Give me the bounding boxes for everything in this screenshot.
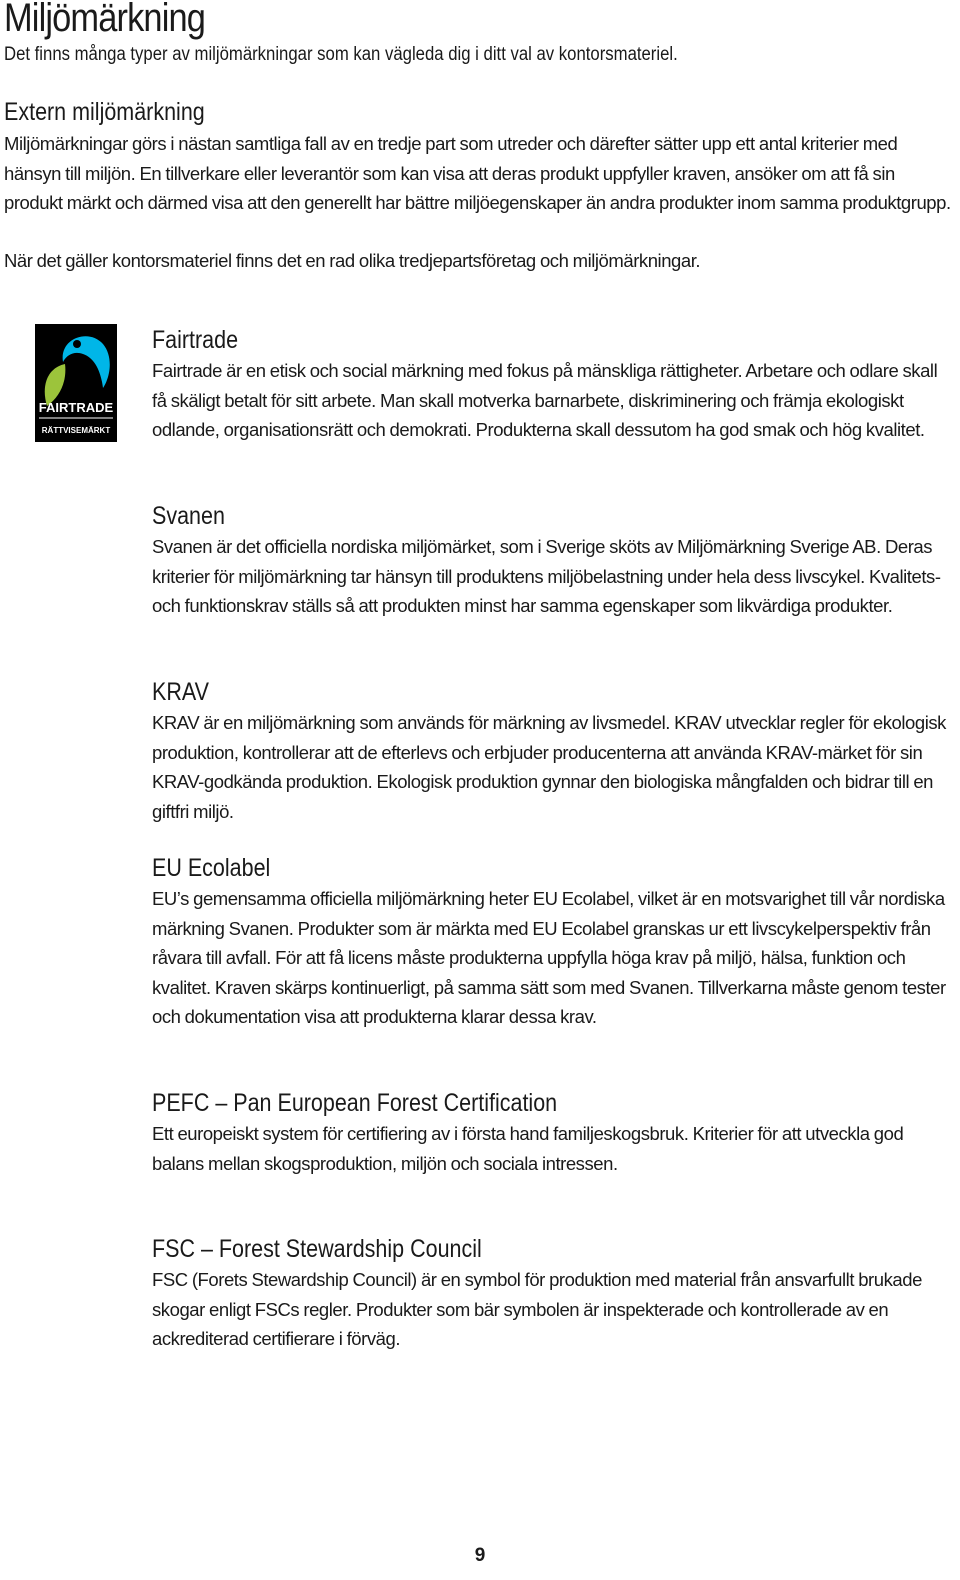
label-heading: KRAV [152,678,209,706]
label-pefc [152,1089,954,1178]
fairtrade-logo-icon [35,324,117,442]
label-heading: FSC – Forest Stewardship Council [152,1235,482,1263]
label-heading: PEFC – Pan European Forest Certification [152,1089,558,1117]
page-title: Miljömärkning [4,0,206,40]
intro-text: Det finns många typer av miljömärkningar som kan vägleda dig i ditt val av kontorsmateriel. [4,44,678,65]
label-body: Svanen är det officiella nordiska miljömärket, som i Sverige sköts av Miljömärkning Sverige AB. Deras kriterier för miljömärkning tar hänsyn till produktens miljöbelastning under hela dess livscykel. Kvalitets- och funktionskrav ställs så att produkten minst har samma egenskaper som likvärdiga produkter. [152,536,941,616]
label-heading: EU Ecolabel [152,854,271,882]
page-number: 9 [474,1545,486,1566]
label-fairtrade [152,326,954,445]
extern-heading: Extern miljömärkning [4,98,205,126]
label-body: FSC (Forets Stewardship Council) är en symbol för produktion med material från ansvarfullt brukade skogar enligt FSCs regler. Produkter som bär symbolen är inspekterade och kontrollerade av en ackrediterad certifierare i förväg. [152,1269,922,1349]
label-svanen [152,502,954,621]
label-fsc [152,1235,954,1354]
label-eu-ecolabel [152,854,954,1032]
label-body: KRAV är en miljömärkning som används för märkning av livsmedel. KRAV utvecklar regler för ekologisk produktion, kontrollerar att de efterlevs och erbjuder producenterna att använda KRAV-märket för sin KRAV-godkända produktion. Ekologisk produktion gynnar den biologiska mångfalden och bidrar till en giftfri miljö. [152,712,946,822]
extern-body-2: När det gäller kontorsmateriel finns det en rad olika tredjepartsföretag och miljömärkningar. [4,250,701,271]
label-krav [152,678,954,826]
label-body: Fairtrade är en etisk och social märkning med fokus på mänskliga rättigheter. Arbetare och odlare skall få skäligt betalt för sitt arbete. Man skall motverka barnarbete, diskriminering och främja ekologiskt odlande, organisationsrätt och demokrati. Produkterna skall dessutom ha god smak och hög kvalitet. [152,360,938,440]
label-body: EU’s gemensamma officiella miljömärkning heter EU Ecolabel, vilket är en motsvarighet till vår nordiska märkning Svanen. Produkter som är märkta med EU Ecolabel granskas ur ett livscykelperspektiv från råvara till avfall. För att få licens måste produkterna uppfylla höga krav på miljö, hälsa, funktion och kvalitet. Kraven skärps kontinuerligt, på samma sätt som med Svanen. Tillverkarna måste genom tester och dokumentation visa att produkterna klarar dessa krav. [152,888,946,1027]
label-heading: Svanen [152,502,225,530]
label-body: Ett europeiskt system för certifiering av i första hand familjeskogsbruk. Kriterier för att utveckla god balans mellan skogsproduktion, miljön och sociala intressen. [152,1123,904,1174]
logo-text-rattvisemarkt: RÄTTVISEMÄRKT [41,426,111,435]
logo-text-fairtrade: FAIRTRADE [38,400,114,415]
label-heading: Fairtrade [152,326,239,354]
extern-body: Miljömärkningar görs i nästan samtliga fall av en tredje part som utreder och därefter sätter upp ett antal kriterier med hänsyn till miljön. En tillverkare eller leverantör som kan visa att deras produkt uppfyller kraven, ansöker om att få sin produkt märkt och därmed visa att den generellt har bättre miljöegenskaper än andra produkter inom samma produktgrupp. [4,133,951,213]
